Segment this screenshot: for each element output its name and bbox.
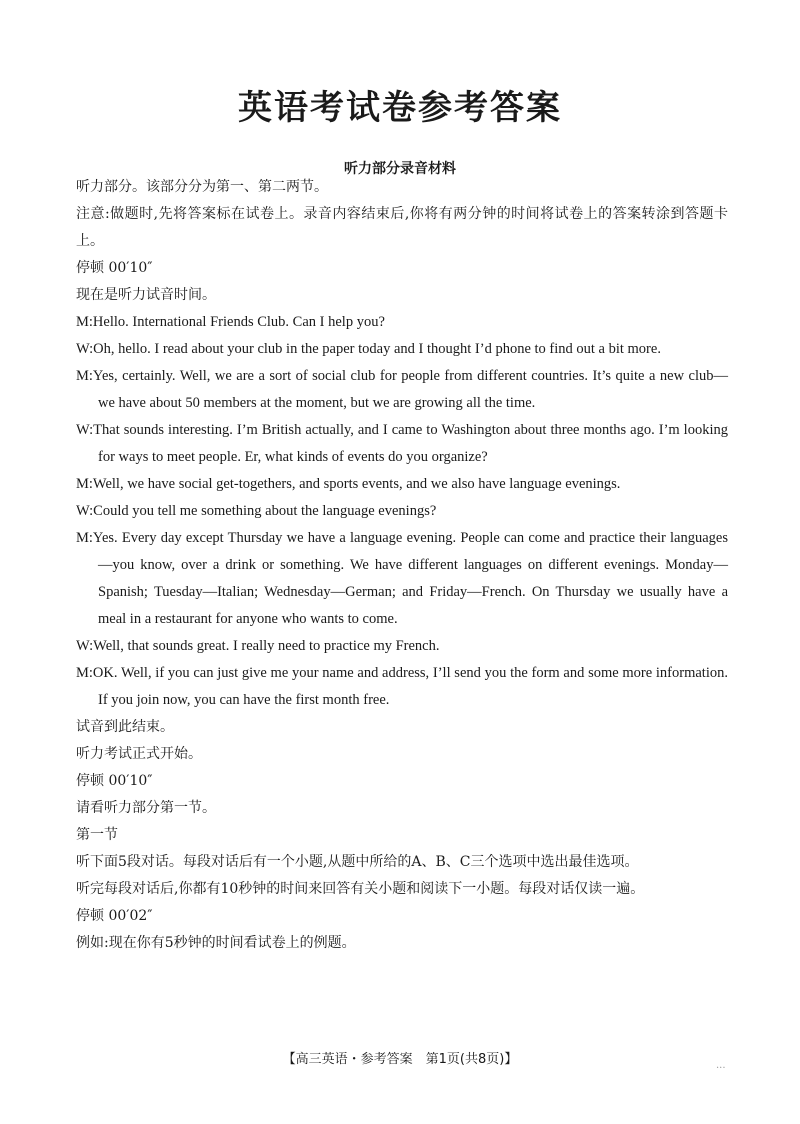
page-title: 英语考试卷参考答案 bbox=[238, 88, 562, 128]
dialogue-line: M:Yes, certainly. Well, we are a sort of social club for people from different countries. It’s quite a new club—we have about 50 members at the moment, but we are growing all the time. bbox=[76, 368, 728, 411]
notice-line: 注意:做题时,先将答案标在试卷上。录音内容结束后,你将有两分钟的时间将试卷上的答案转涂到答题卡上。 bbox=[76, 206, 728, 249]
instruction-line: 听下面5段对话。每段对话后有一个小题,从题中所给的A、B、C三个选项中选出最佳选项。 bbox=[76, 854, 639, 870]
section1-heading: 第一节 bbox=[76, 827, 118, 843]
trial-end-line: 试音到此结束。 bbox=[76, 719, 174, 735]
pause-line: 停顿 00′10″ bbox=[76, 773, 153, 789]
example-line: 例如:现在你有5秒钟的时间看试卷上的例题。 bbox=[76, 935, 356, 951]
corner-mark: ... bbox=[716, 1060, 726, 1071]
intro-line: 听力部分。该部分分为第一、第二两节。 bbox=[76, 179, 328, 195]
dialogue-line: M:Well, we have social get-togethers, and sports events, and we also have language evenings. bbox=[76, 476, 621, 492]
dialogue-line: M:OK. Well, if you can just give me your name and address, I’ll send you the form and some more information. If you join now, you can have the first month free. bbox=[76, 665, 728, 708]
dialogue-line: W:Well, that sounds great. I really need to practice my French. bbox=[76, 638, 440, 654]
dialogue-line: M:Hello. International Friends Club. Can I help you? bbox=[76, 314, 385, 330]
pause-line: 停顿 00′10″ bbox=[76, 260, 153, 276]
dialogue-line: W:Oh, hello. I read about your club in the paper today and I thought I’d phone to find out a bit more. bbox=[76, 341, 661, 357]
trial-start-line: 现在是听力试音时间。 bbox=[76, 287, 216, 303]
dialogue-line: W:Could you tell me something about the language evenings? bbox=[76, 503, 437, 519]
exam-start-line: 听力考试正式开始。 bbox=[76, 746, 202, 762]
page-footer: 【高三英语・参考答案 第1页(共8页)】 bbox=[282, 1052, 518, 1067]
body-text bbox=[76, 174, 728, 957]
pause-line: 停顿 00′02″ bbox=[76, 908, 153, 924]
see-part1-line: 请看听力部分第一节。 bbox=[76, 800, 216, 816]
dialogue-line: W:That sounds interesting. I’m British actually, and I came to Washington about three months ago. I’m looking for ways to meet people. Er, what kinds of events do you organize? bbox=[76, 422, 728, 465]
dialogue-line: M:Yes. Every day except Thursday we have a language evening. People can come and practice their languages—you know, over a drink or something. We have different languages on different evenings. Monday—Spanish; Tuesday—Italian; Wednesday—German; and Friday—French. On Thursday we usually have a meal in a restaurant for anyone who wants to come. bbox=[76, 530, 728, 627]
section-heading: 听力部分录音材料 bbox=[344, 161, 456, 177]
instruction-line: 听完每段对话后,你都有10秒钟的时间来回答有关小题和阅读下一小题。每段对话仅读一遍。 bbox=[76, 881, 645, 897]
